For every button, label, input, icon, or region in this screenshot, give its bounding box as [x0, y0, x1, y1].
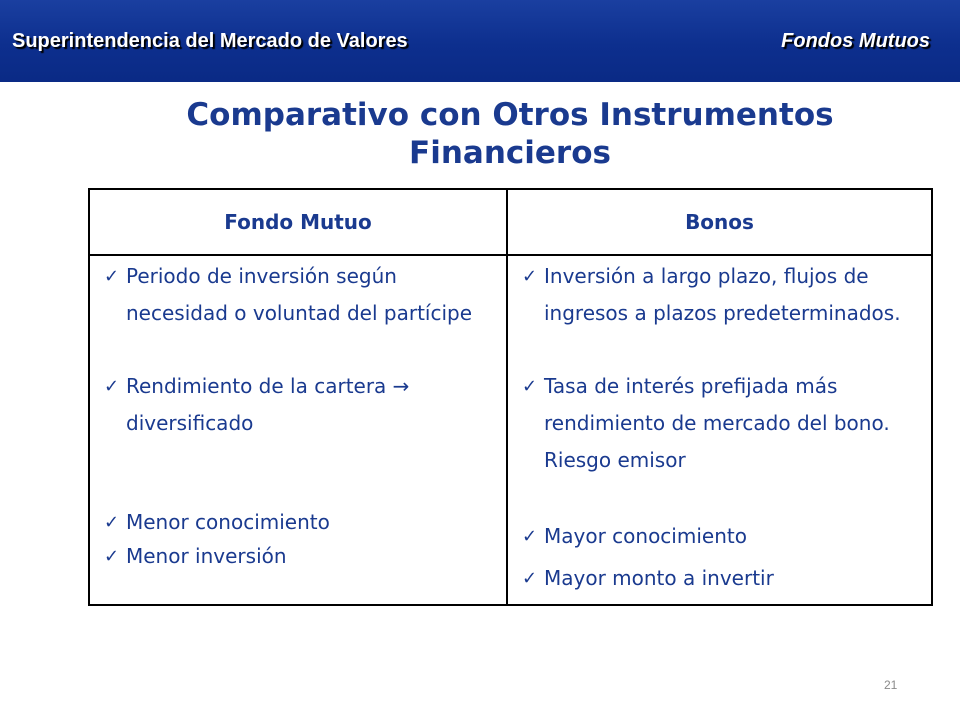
checkmark-icon: ✓: [522, 568, 538, 589]
checkmark-icon: ✓: [522, 266, 538, 287]
list-item: [104, 538, 494, 575]
page-number: 21: [884, 678, 898, 692]
list-item: [104, 504, 494, 541]
list-item-text: Mayor monto a invertir: [544, 566, 774, 590]
list-item-text: Periodo de inversión según necesidad o voluntad del partícipe: [126, 264, 473, 325]
comparison-table: [88, 188, 933, 606]
organization-name: Superintendencia del Mercado de Valores: [12, 30, 408, 52]
list-item-text: Mayor conocimiento: [544, 524, 747, 548]
list-item: [522, 560, 922, 597]
bonos-cell: [507, 255, 932, 605]
list-item: [522, 368, 922, 479]
table-row: [89, 255, 932, 605]
slide-title: Comparativo con Otros Instrumentos Financieros: [186, 97, 834, 171]
table-header-row: [89, 189, 932, 255]
header-bar: [0, 0, 960, 82]
checkmark-icon: ✓: [522, 526, 538, 547]
list-item: [104, 368, 494, 442]
column-header-fondo-mutuo: Fondo Mutuo: [89, 189, 507, 255]
list-item-text: Menor conocimiento: [126, 510, 330, 534]
list-item: [522, 518, 922, 555]
list-item: [104, 258, 494, 332]
list-item-text: Tasa de interés prefijada más rendimiento de mercado del bono. Riesgo emisor: [544, 374, 890, 472]
list-item: [522, 258, 922, 332]
list-item-text: Inversión a largo plazo, flujos de ingresos a plazos predeterminados.: [544, 264, 901, 325]
list-item-text: Rendimiento de la cartera → diversificado: [126, 374, 410, 435]
checkmark-icon: ✓: [104, 376, 120, 397]
section-name: Fondos Mutuos: [781, 30, 930, 52]
checkmark-icon: ✓: [104, 546, 120, 567]
checkmark-icon: ✓: [104, 512, 120, 533]
checkmark-icon: ✓: [522, 376, 538, 397]
fondo-mutuo-cell: [89, 255, 507, 605]
checkmark-icon: ✓: [104, 266, 120, 287]
column-header-bonos: Bonos: [507, 189, 932, 255]
list-item-text: Menor inversión: [126, 544, 287, 568]
